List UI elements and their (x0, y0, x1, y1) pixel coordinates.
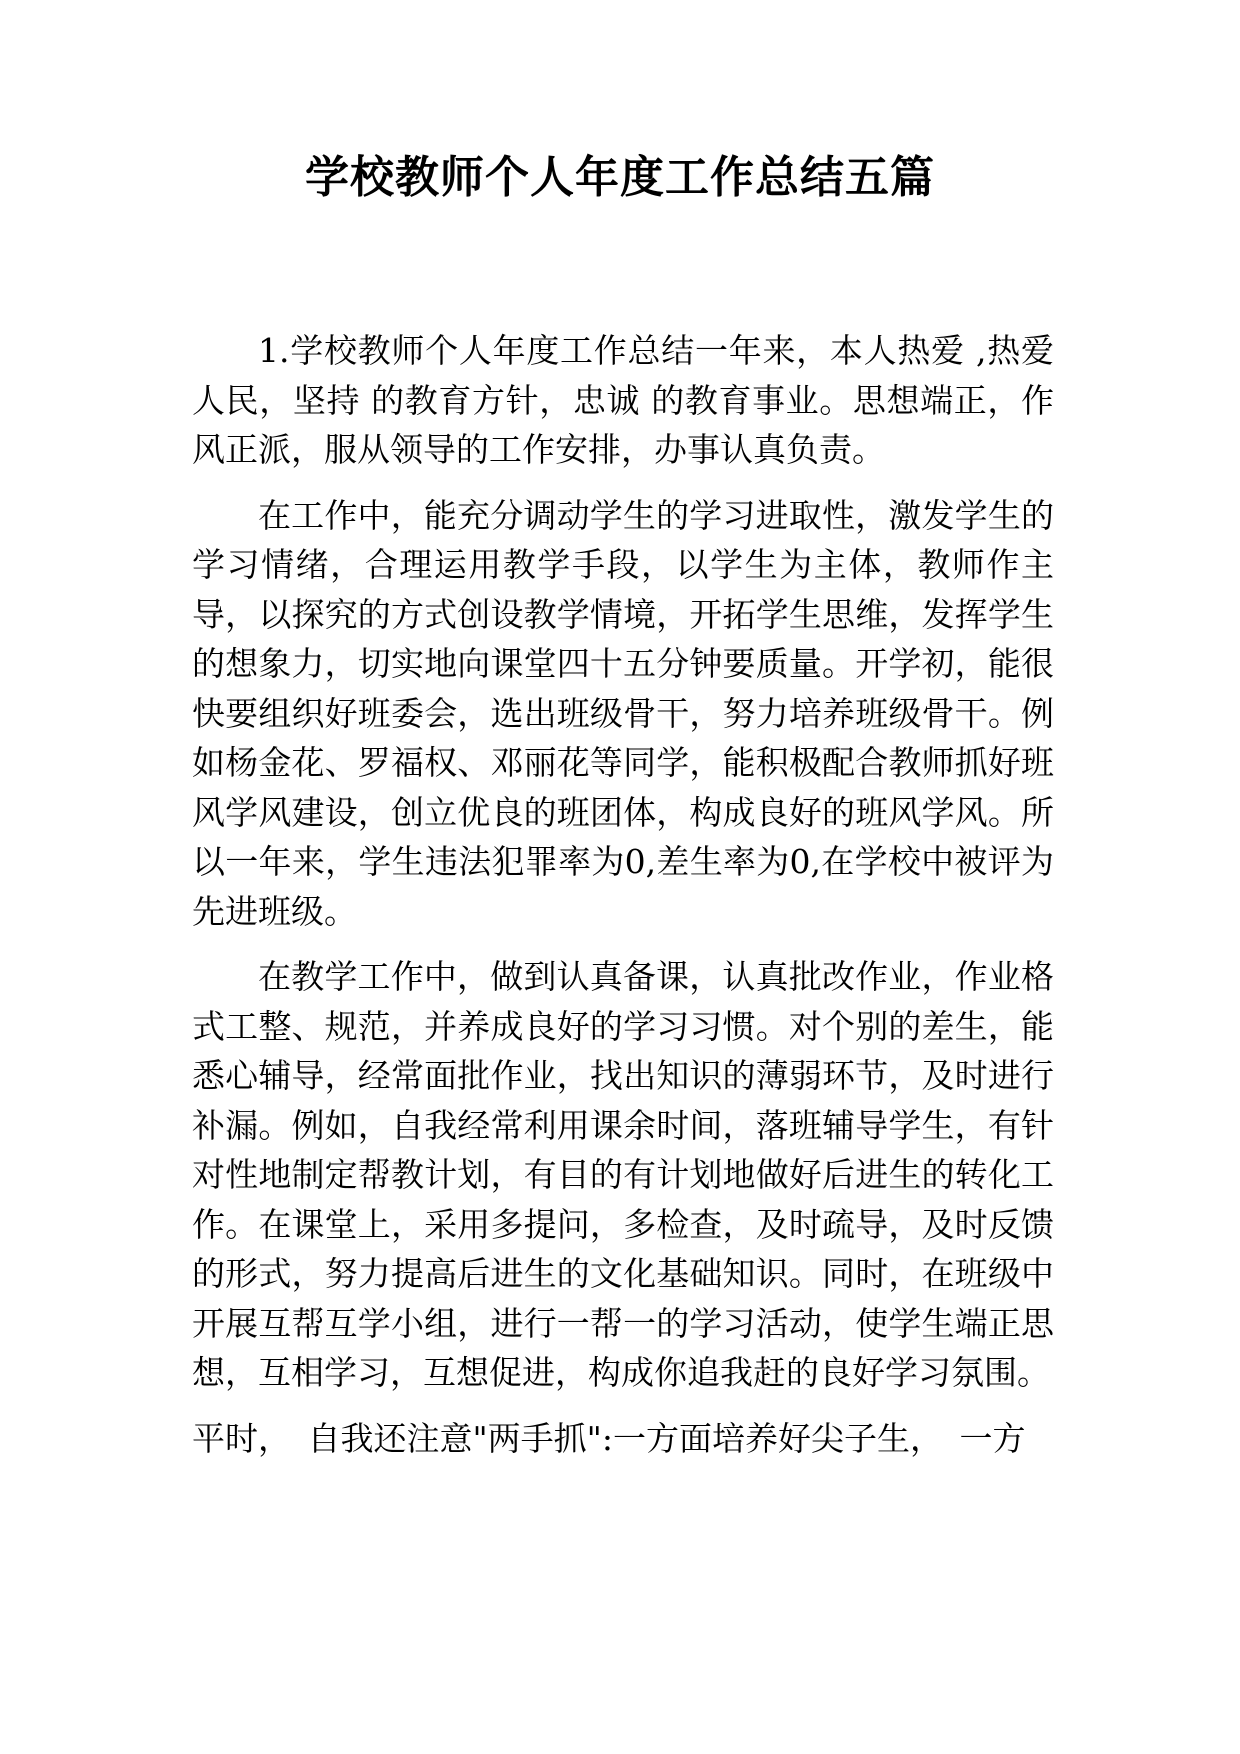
document-title: 学校教师个人年度工作总结五篇 (305, 152, 935, 203)
paragraph-1: 1.学校教师个人年度工作总结一年来，本人热爱 ,热爱人民，坚持 的教育方针，忠诚 的教育事业。思想端正，作风正派，服从领导的工作安排，办事认真负责。 (192, 331, 1054, 469)
paragraph-4: 平时， 自我还注意"两手抓":一方面培养好尖子生， 一方 (192, 1418, 1026, 1458)
paragraph-3: 在教学工作中，做到认真备课，认真批改作业，作业格式工整、规范，并养成良好的学习习惯。对个别的差生，能悉心辅导，经常面批作业，找出知识的薄弱环节，及时进行补漏。例如，自我经常利用课余时间，落班辅导学生，有针对性地制定帮教计划，有目的有计划地做好后进生的转化工作。在课堂上，采用多提问，多检查，及时疏导，及时反馈的形式，努力提高后进生的文化基础知识。同时，在班级中开展互帮互学小组，进行一帮一的学习活动，使学生端正思想，互相学习，互想促进，构成你追我赶的良好学习氛围。 (192, 957, 1054, 1392)
document-body (192, 326, 1054, 1463)
paragraph-2: 在工作中，能充分调动学生的学习进取性，激发学生的学习情绪，合理运用教学手段，以学生为主体，教师作主导，以探究的方式创设教学情境，开拓学生思维，发挥学生的想象力，切实地向课堂四十五分钟要质量。开学初，能很快要组织好班委会，选出班级骨干，努力培养班级骨干。例如杨金花、罗福权、邓丽花等同学，能积极配合教师抓好班风学风建设，创立优良的班团体，构成良好的班风学风。所以一年来，学生违法犯罪率为0,差生率为0,在学校中被评为先进班级。 (192, 495, 1054, 931)
